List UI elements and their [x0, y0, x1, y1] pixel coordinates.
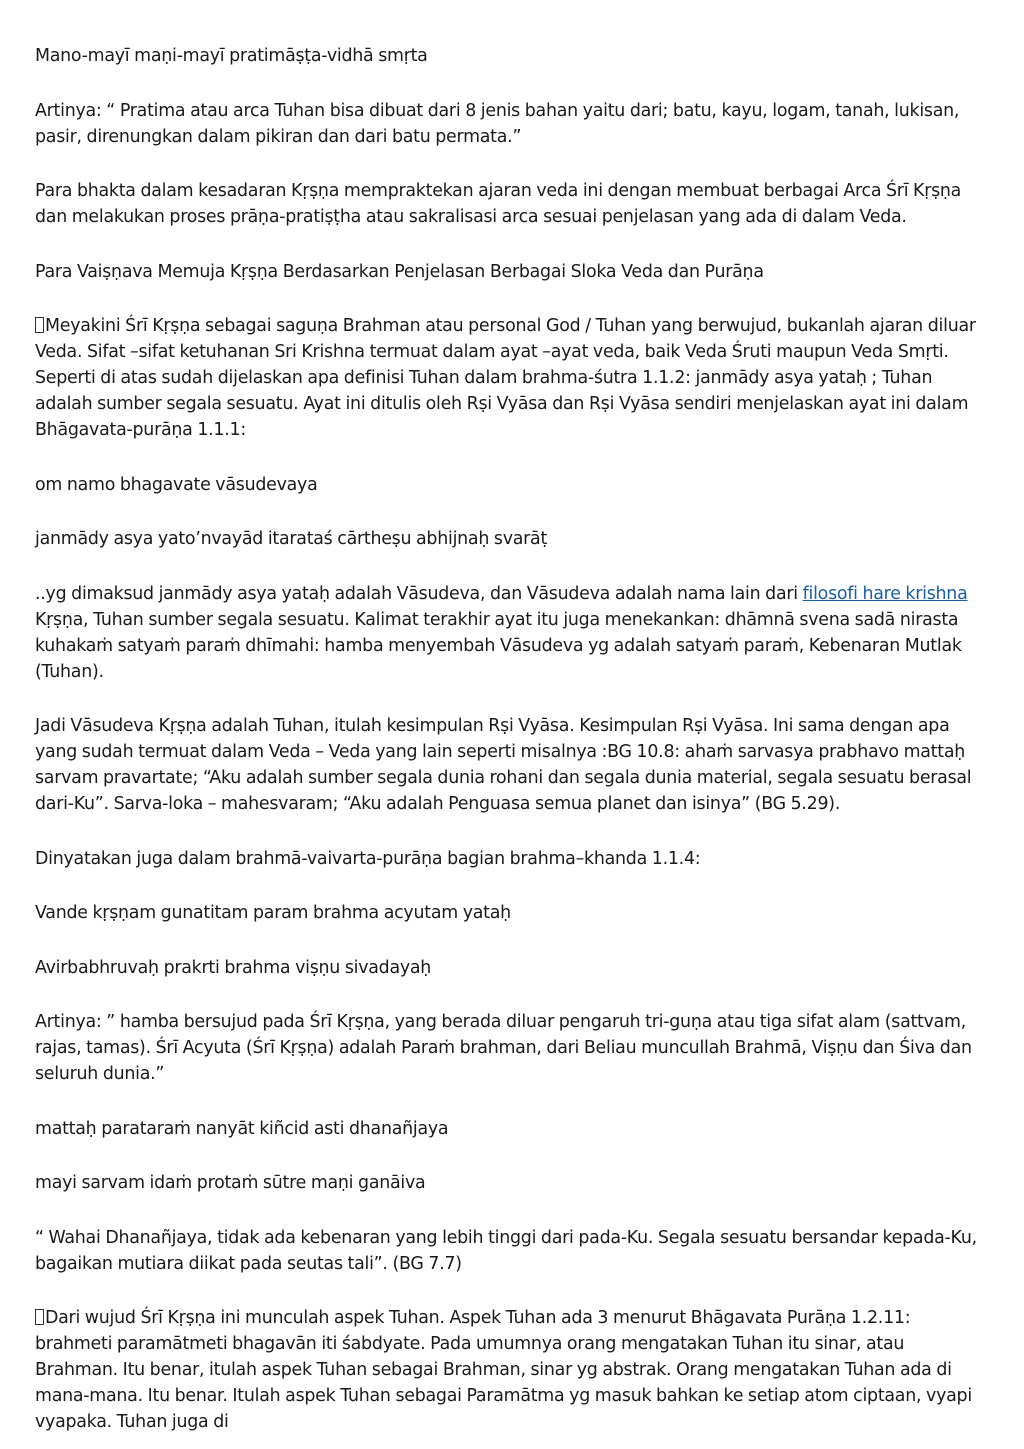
verse-translation: Artinya: “ Pratima atau arca Tuhan bisa dibuat dari 8 jenis bahan yaitu dari; batu, kayu, logam, tanah, lukisan, pasir, direnungkan dalam pikiran dan dari batu permata.”	[35, 100, 960, 147]
verse-line: Vande kṛṣṇam gunatitam param brahma acyutam yataḥ	[35, 903, 511, 923]
verse-line: om namo bhagavate vāsudevaya	[35, 474, 318, 495]
body-paragraph	[35, 581, 988, 685]
verse-line: mattaḥ parataraṁ nanyāt kiñcid asti dhanañjaya	[35, 1118, 449, 1139]
paragraph-text: Dari wujud Śrī Kṛṣṇa ini munculah aspek Tuhan. Aspek Tuhan ada 3 menurut Bhāgavata Purāṇa 1.2.11: brahmeti paramātmeti bhagavān iti śabdyate. Pada umumnya orang mengatakan Tuhan itu sinar, atau Brahman. Itu benar, itulah aspek Tuhan sebagai Brahman, sinar yg abstrak. Orang mengatakan Tuhan ada di mana-mana. Itu benar. Itulah aspek Tuhan sebagai Paramātma yg masuk bahkan ke setiap atom ciptaan, vyapi vyapaka. Tuhan juga di	[35, 1308, 972, 1432]
missing-glyph-icon	[35, 1309, 44, 1325]
paragraph-text: Meyakini Śrī Kṛṣṇa sebagai saguṇa Brahman atau personal God / Tuhan yang berwujud, bukanlah ajaran diluar Veda. Sifat –sifat ketuhanan Sri Krishna termuat dalam ayat –ayat veda, baik Veda Śruti maupun Veda Smṛti. Seperti di atas sudah dijelaskan apa definisi Tuhan dalam brahma-śutra 1.1.2: janmādy asya yataḥ ; Tuhan adalah sumber segala sesuatu. Ayat ini ditulis oleh Rṣi Vyāsa dan Rṣi Vyāsa sendiri menjelaskan ayat ini dalam Bhāgavata-purāṇa 1.1.1:	[35, 316, 976, 440]
section-heading: Para Vaiṣṇava Memuja Kṛṣṇa Berdasarkan Penjelasan Berbagai Sloka Veda dan Purāṇa	[35, 261, 764, 282]
verse-line: mayi sarvam idaṁ protaṁ sūtre maṇi ganāiva	[35, 1173, 426, 1193]
body-paragraph: Jadi Vāsudeva Kṛṣṇa adalah Tuhan, itulah kesimpulan Rṣi Vyāsa. Kesimpulan Rṣi Vyāsa. Ini sama dengan apa yang sudah termuat dalam Veda – Veda yang lain seperti misalnya :BG 10.8: ahaṁ sarvasya prabhavo mattaḥ sarvam pravartate; “Aku adalah sumber segala dunia rohani dan segala dunia material, segala sesuatu berasal dari-Ku”. Sarva-loka – mahesvaram; “Aku adalah Penguasa semua planet dan isinya” (BG 5.29).	[35, 716, 972, 814]
verse-translation: Artinya: ” hamba bersujud pada Śrī Kṛṣṇa, yang berada diluar pengaruh tri-guṇa atau tiga sifat alam (sattvam, rajas, tamas). Śrī Acyuta (Śrī Kṛṣṇa) adalah Paraṁ brahman, dari Beliau muncullah Brahmā, Viṣṇu dan Śiva dan seluruh dunia.”	[35, 1012, 972, 1084]
paragraph-text: Kṛṣṇa, Tuhan sumber segala sesuatu. Kalimat terakhir ayat itu juga menekankan: dhāmnā svena sadā nirasta kuhakaṁ satyaṁ paraṁ dhīmahi: hamba menyembah Vāsudeva yg adalah satyaṁ paraṁ, Kebenaran Mutlak (Tuhan).	[35, 609, 962, 682]
paragraph-text: ..yg dimaksud janmādy asya yataḥ adalah Vāsudeva, dan Vāsudeva adalah nama lain dari	[35, 583, 803, 604]
missing-glyph-icon	[35, 317, 44, 333]
body-paragraph	[35, 1305, 988, 1435]
verse-translation: “ Wahai Dhanañjaya, tidak ada kebenaran yang lebih tinggi dari pada-Ku. Segala sesuatu bersandar kepada-Ku, bagaikan mutiara diikat pada seutas tali”. (BG 7.7)	[35, 1227, 977, 1274]
verse-line: Avirbabhruvaḥ prakrti brahma viṣṇu sivadayaḥ	[35, 957, 432, 978]
filosofi-hare-krishna-link[interactable]: filosofi hare krishna	[802, 583, 968, 604]
body-paragraph: Para bhakta dalam kesadaran Kṛṣṇa mempraktekan ajaran veda ini dengan membuat berbagai Arca Śrī Kṛṣṇa dan melakukan proses prāṇa-pratiṣṭha atau sakralisasi arca sesuai penjelasan yang ada di dalam Veda.	[35, 181, 962, 227]
verse-line: Mano-mayī maṇi-mayī pratimāṣṭa-vidhā smṛta	[35, 46, 428, 66]
body-paragraph	[35, 313, 988, 443]
verse-line: janmādy asya yato’nvayād itarataś cārtheṣu abhijnaḥ svarāṭ	[35, 529, 548, 549]
body-paragraph: Dinyatakan juga dalam brahmā-vaivarta-purāṇa bagian brahma–khanda 1.1.4:	[35, 848, 701, 869]
